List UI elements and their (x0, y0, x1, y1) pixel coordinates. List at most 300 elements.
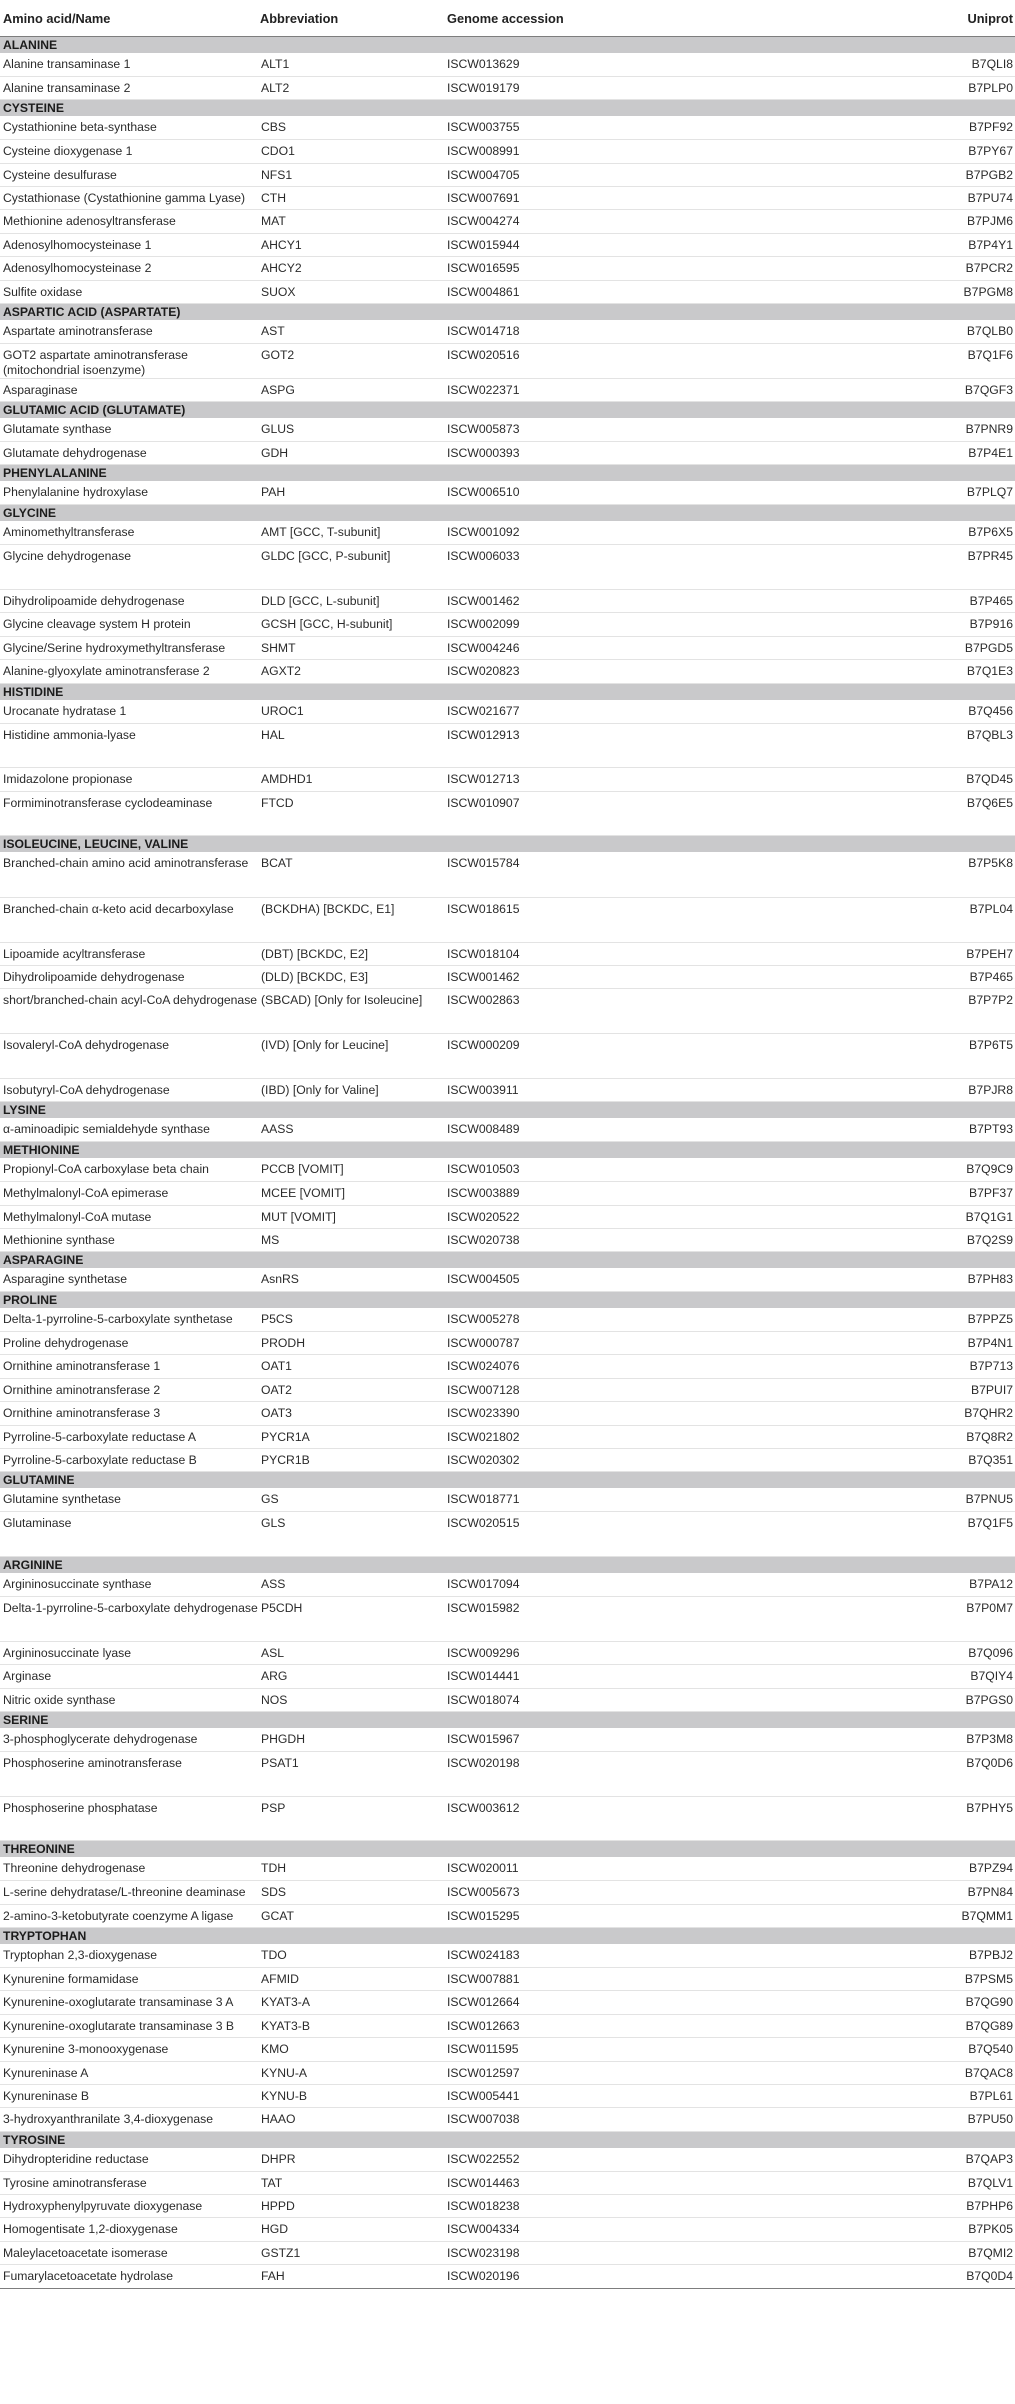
table-row (0, 2195, 1015, 2218)
group-header-row (0, 1102, 1015, 1119)
table-row (0, 1881, 1015, 1904)
cell-uniprot: B7PNU5 (620, 1488, 1015, 1511)
cell-uniprot: B7PEH7 (620, 942, 1015, 965)
group-header-row (0, 1292, 1015, 1309)
cell-abbreviation: OAT2 (258, 1378, 444, 1401)
group-title: SERINE (0, 1711, 1015, 1728)
table-row (0, 636, 1015, 659)
cell-genome-accession: ISCW005873 (444, 418, 620, 441)
group-title: ASPARTIC ACID (ASPARTATE) (0, 303, 1015, 320)
cell-name: α-aminoadipic semialdehyde synthase (0, 1118, 258, 1141)
cell-abbreviation: AASS (258, 1118, 444, 1141)
cell-uniprot: B7QIY4 (620, 1665, 1015, 1688)
cell-abbreviation: ASPG (258, 378, 444, 401)
cell-uniprot: B7PPZ5 (620, 1308, 1015, 1331)
cell-genome-accession: ISCW003911 (444, 1078, 620, 1101)
cell-genome-accession: ISCW006033 (444, 545, 620, 590)
cell-uniprot: B7Q1G1 (620, 1205, 1015, 1228)
cell-uniprot: B7Q351 (620, 1449, 1015, 1472)
cell-genome-accession: ISCW015295 (444, 1904, 620, 1927)
cell-name: Glutamate synthase (0, 418, 258, 441)
table-row (0, 660, 1015, 683)
cell-genome-accession: ISCW004861 (444, 280, 620, 303)
cell-abbreviation: AHCY1 (258, 233, 444, 256)
group-header-row (0, 1711, 1015, 1728)
cell-name: Alanine transaminase 1 (0, 53, 258, 76)
cell-uniprot: B7PH83 (620, 1268, 1015, 1291)
cell-abbreviation: PYCR1A (258, 1425, 444, 1448)
cell-name: Delta-1-pyrroline-5-carboxylate synthetase (0, 1308, 258, 1331)
cell-name: L-serine dehydratase/L-threonine deaminase (0, 1881, 258, 1904)
group-title: GLUTAMINE (0, 1472, 1015, 1489)
header-abbreviation: Abbreviation (258, 0, 444, 37)
group-header-row (0, 1252, 1015, 1269)
cell-genome-accession: ISCW020515 (444, 1512, 620, 1557)
group-title: TYROSINE (0, 2131, 1015, 2148)
group-title: GLYCINE (0, 505, 1015, 522)
cell-name: Kynureninase B (0, 2084, 258, 2107)
cell-name: Kynurenine formamidase (0, 1968, 258, 1991)
cell-genome-accession: ISCW015967 (444, 1728, 620, 1751)
cell-genome-accession: ISCW001462 (444, 965, 620, 988)
cell-uniprot: B7Q1F6 (620, 343, 1015, 378)
cell-abbreviation: GCSH [GCC, H-subunit] (258, 613, 444, 636)
table-body (0, 37, 1015, 2289)
table-row (0, 768, 1015, 791)
table-row (0, 1268, 1015, 1291)
group-title: THREONINE (0, 1841, 1015, 1858)
cell-genome-accession: ISCW005441 (444, 2084, 620, 2107)
table-row (0, 1665, 1015, 1688)
cell-name: Threonine dehydrogenase (0, 1857, 258, 1880)
cell-abbreviation: MUT [VOMIT] (258, 1205, 444, 1228)
table-row (0, 1597, 1015, 1642)
group-title: CYSTEINE (0, 100, 1015, 117)
table-row (0, 1378, 1015, 1401)
cell-abbreviation: GS (258, 1488, 444, 1511)
cell-name: Argininosuccinate synthase (0, 1573, 258, 1596)
cell-uniprot: B7Q0D6 (620, 1751, 1015, 1796)
table-row (0, 233, 1015, 256)
cell-uniprot: B7P465 (620, 590, 1015, 613)
group-title: LYSINE (0, 1102, 1015, 1119)
table-row (0, 1034, 1015, 1079)
cell-genome-accession: ISCW007128 (444, 1378, 620, 1401)
table-row (0, 1968, 1015, 1991)
cell-genome-accession: ISCW017094 (444, 1573, 620, 1596)
cell-name: Adenosylhomocysteinase 2 (0, 257, 258, 280)
cell-abbreviation: CTH (258, 186, 444, 209)
cell-name: Methionine synthase (0, 1228, 258, 1251)
cell-abbreviation: AMDHD1 (258, 768, 444, 791)
table-row (0, 1182, 1015, 1205)
cell-name: Pyrroline-5-carboxylate reductase A (0, 1425, 258, 1448)
cell-genome-accession: ISCW010503 (444, 1158, 620, 1181)
cell-genome-accession: ISCW007881 (444, 1968, 620, 1991)
cell-abbreviation: MS (258, 1228, 444, 1251)
cell-abbreviation: ALT1 (258, 53, 444, 76)
cell-abbreviation: CBS (258, 116, 444, 139)
group-header-row (0, 836, 1015, 853)
cell-uniprot: B7QMI2 (620, 2241, 1015, 2264)
cell-name: Kynureninase A (0, 2061, 258, 2084)
cell-genome-accession: ISCW014718 (444, 320, 620, 343)
cell-uniprot: B7Q096 (620, 1641, 1015, 1664)
cell-name: Cystathionase (Cystathionine gamma Lyase) (0, 186, 258, 209)
group-title: ISOLEUCINE, LEUCINE, VALINE (0, 836, 1015, 853)
cell-uniprot: B7PF37 (620, 1182, 1015, 1205)
cell-name: Ornithine aminotransferase 1 (0, 1355, 258, 1378)
cell-name: Phosphoserine phosphatase (0, 1796, 258, 1841)
group-header-row (0, 465, 1015, 482)
cell-name: Kynurenine-oxoglutarate transaminase 3 B (0, 2014, 258, 2037)
cell-genome-accession: ISCW003755 (444, 116, 620, 139)
cell-abbreviation: PHGDH (258, 1728, 444, 1751)
cell-genome-accession: ISCW015982 (444, 1597, 620, 1642)
cell-name: Arginase (0, 1665, 258, 1688)
cell-abbreviation: (DLD) [BCKDC, E3] (258, 965, 444, 988)
cell-name: Glycine dehydrogenase (0, 545, 258, 590)
cell-abbreviation: DLD [GCC, L-subunit] (258, 590, 444, 613)
table-row (0, 481, 1015, 504)
cell-abbreviation: PYCR1B (258, 1449, 444, 1472)
cell-abbreviation: HPPD (258, 2195, 444, 2218)
cell-uniprot: B7PL04 (620, 897, 1015, 942)
table-row (0, 1991, 1015, 2014)
cell-uniprot: B7PR45 (620, 545, 1015, 590)
cell-abbreviation: (BCKDHA) [BCKDC, E1] (258, 897, 444, 942)
table-row (0, 1308, 1015, 1331)
cell-genome-accession: ISCW014441 (444, 1665, 620, 1688)
cell-uniprot: B7QG89 (620, 2014, 1015, 2037)
table-row (0, 1488, 1015, 1511)
table-row (0, 140, 1015, 163)
table-row (0, 2148, 1015, 2171)
cell-name: Phosphoserine aminotransferase (0, 1751, 258, 1796)
table-row (0, 1857, 1015, 1880)
cell-name: GOT2 aspartate aminotransferase (mitochondrial isoenzyme) (0, 343, 258, 378)
cell-abbreviation: SHMT (258, 636, 444, 659)
table-row (0, 2265, 1015, 2288)
table-row (0, 1944, 1015, 1967)
table-row (0, 700, 1015, 723)
cell-genome-accession: ISCW008991 (444, 140, 620, 163)
cell-abbreviation: NOS (258, 1688, 444, 1711)
cell-genome-accession: ISCW020198 (444, 1751, 620, 1796)
table-row (0, 257, 1015, 280)
cell-abbreviation: ASS (258, 1573, 444, 1596)
cell-abbreviation: AMT [GCC, T-subunit] (258, 521, 444, 544)
group-header-row (0, 402, 1015, 419)
cell-genome-accession: ISCW015784 (444, 852, 620, 897)
cell-abbreviation: GLDC [GCC, P-subunit] (258, 545, 444, 590)
cell-abbreviation: GOT2 (258, 343, 444, 378)
cell-genome-accession: ISCW004705 (444, 163, 620, 186)
group-header-row (0, 1142, 1015, 1159)
table-row (0, 942, 1015, 965)
cell-name: Histidine ammonia-lyase (0, 723, 258, 768)
cell-uniprot: B7PLQ7 (620, 481, 1015, 504)
cell-name: Glycine cleavage system H protein (0, 613, 258, 636)
cell-abbreviation: TAT (258, 2171, 444, 2194)
cell-abbreviation: (IBD) [Only for Valine] (258, 1078, 444, 1101)
table-row (0, 965, 1015, 988)
table-row (0, 791, 1015, 836)
cell-abbreviation: OAT1 (258, 1355, 444, 1378)
cell-name: Proline dehydrogenase (0, 1332, 258, 1355)
cell-name: Tryptophan 2,3-dioxygenase (0, 1944, 258, 1967)
table-row (0, 2218, 1015, 2241)
table-row (0, 897, 1015, 942)
cell-genome-accession: ISCW000787 (444, 1332, 620, 1355)
table-row (0, 1573, 1015, 1596)
cell-name: Cysteine dioxygenase 1 (0, 140, 258, 163)
table-row (0, 343, 1015, 378)
cell-uniprot: B7QD45 (620, 768, 1015, 791)
cell-uniprot: B7PJM6 (620, 210, 1015, 233)
cell-abbreviation: NFS1 (258, 163, 444, 186)
cell-uniprot: B7P6T5 (620, 1034, 1015, 1079)
cell-abbreviation: AsnRS (258, 1268, 444, 1291)
cell-abbreviation: GLUS (258, 418, 444, 441)
cell-uniprot: B7P713 (620, 1355, 1015, 1378)
cell-genome-accession: ISCW012913 (444, 723, 620, 768)
table-row (0, 852, 1015, 897)
cell-genome-accession: ISCW002099 (444, 613, 620, 636)
table-row (0, 1449, 1015, 1472)
table-row (0, 1904, 1015, 1927)
cell-genome-accession: ISCW018074 (444, 1688, 620, 1711)
cell-abbreviation: FAH (258, 2265, 444, 2288)
cell-genome-accession: ISCW004505 (444, 1268, 620, 1291)
cell-name: Dihydropteridine reductase (0, 2148, 258, 2171)
table-row (0, 210, 1015, 233)
cell-genome-accession: ISCW006510 (444, 481, 620, 504)
cell-name: Aminomethyltransferase (0, 521, 258, 544)
cell-uniprot: B7PSM5 (620, 1968, 1015, 1991)
cell-abbreviation: (IVD) [Only for Leucine] (258, 1034, 444, 1079)
cell-genome-accession: ISCW020196 (444, 2265, 620, 2288)
table-row (0, 1425, 1015, 1448)
cell-uniprot: B7PA12 (620, 1573, 1015, 1596)
table-row (0, 1205, 1015, 1228)
cell-abbreviation: DHPR (258, 2148, 444, 2171)
cell-abbreviation: PAH (258, 481, 444, 504)
table-row (0, 1512, 1015, 1557)
group-header-row (0, 303, 1015, 320)
cell-uniprot: B7QAP3 (620, 2148, 1015, 2171)
table-row (0, 1355, 1015, 1378)
cell-uniprot: B7QHR2 (620, 1402, 1015, 1425)
cell-genome-accession: ISCW009296 (444, 1641, 620, 1664)
cell-genome-accession: ISCW020011 (444, 1857, 620, 1880)
table-row (0, 1228, 1015, 1251)
cell-uniprot: B7Q1F5 (620, 1512, 1015, 1557)
cell-genome-accession: ISCW012663 (444, 2014, 620, 2037)
cell-genome-accession: ISCW010907 (444, 791, 620, 836)
group-title: GLUTAMIC ACID (GLUTAMATE) (0, 402, 1015, 419)
cell-genome-accession: ISCW004334 (444, 2218, 620, 2241)
header-row (0, 0, 1015, 37)
table-row (0, 1728, 1015, 1751)
cell-uniprot: B7QLB0 (620, 320, 1015, 343)
cell-uniprot: B7P0M7 (620, 1597, 1015, 1642)
cell-uniprot: B7P4E1 (620, 442, 1015, 465)
cell-name: Glycine/Serine hydroxymethyltransferase (0, 636, 258, 659)
cell-name: Dihydrolipoamide dehydrogenase (0, 965, 258, 988)
cell-uniprot: B7PU50 (620, 2108, 1015, 2131)
cell-genome-accession: ISCW012597 (444, 2061, 620, 2084)
cell-abbreviation: KYAT3-A (258, 1991, 444, 2014)
cell-name: Glutamine synthetase (0, 1488, 258, 1511)
table-row (0, 1641, 1015, 1664)
cell-abbreviation: CDO1 (258, 140, 444, 163)
cell-name: Branched-chain amino acid aminotransferase (0, 852, 258, 897)
group-header-row (0, 505, 1015, 522)
cell-abbreviation: PSAT1 (258, 1751, 444, 1796)
group-title: ARGININE (0, 1557, 1015, 1574)
cell-uniprot: B7PHP6 (620, 2195, 1015, 2218)
group-header-row (0, 1928, 1015, 1945)
cell-genome-accession: ISCW016595 (444, 257, 620, 280)
cell-uniprot: B7P916 (620, 613, 1015, 636)
cell-uniprot: B7PL61 (620, 2084, 1015, 2107)
cell-name: Asparagine synthetase (0, 1268, 258, 1291)
header-uniprot: Uniprot (620, 0, 1015, 37)
cell-genome-accession: ISCW020738 (444, 1228, 620, 1251)
cell-name: Ornithine aminotransferase 2 (0, 1378, 258, 1401)
cell-uniprot: B7PNR9 (620, 418, 1015, 441)
cell-name: Phenylalanine hydroxylase (0, 481, 258, 504)
cell-uniprot: B7Q456 (620, 700, 1015, 723)
cell-name: Isobutyryl-CoA dehydrogenase (0, 1078, 258, 1101)
cell-uniprot: B7Q6E5 (620, 791, 1015, 836)
table-row (0, 320, 1015, 343)
cell-genome-accession: ISCW012713 (444, 768, 620, 791)
cell-genome-accession: ISCW008489 (444, 1118, 620, 1141)
cell-uniprot: B7Q8R2 (620, 1425, 1015, 1448)
cell-uniprot: B7Q2S9 (620, 1228, 1015, 1251)
table-row (0, 2108, 1015, 2131)
cell-genome-accession: ISCW005673 (444, 1881, 620, 1904)
cell-abbreviation: P5CDH (258, 1597, 444, 1642)
cell-genome-accession: ISCW023390 (444, 1402, 620, 1425)
cell-uniprot: B7QBL3 (620, 723, 1015, 768)
group-header-row (0, 100, 1015, 117)
cell-uniprot: B7P4N1 (620, 1332, 1015, 1355)
cell-genome-accession: ISCW004246 (444, 636, 620, 659)
cell-uniprot: B7Q0D4 (620, 2265, 1015, 2288)
cell-genome-accession: ISCW018615 (444, 897, 620, 942)
cell-genome-accession: ISCW001092 (444, 521, 620, 544)
cell-genome-accession: ISCW022552 (444, 2148, 620, 2171)
cell-name: Kynurenine-oxoglutarate transaminase 3 A (0, 1991, 258, 2014)
cell-uniprot: B7PK05 (620, 2218, 1015, 2241)
cell-uniprot: B7PHY5 (620, 1796, 1015, 1841)
cell-abbreviation: PSP (258, 1796, 444, 1841)
cell-name: Fumarylacetoacetate hydrolase (0, 2265, 258, 2288)
cell-genome-accession: ISCW024076 (444, 1355, 620, 1378)
cell-uniprot: B7PGB2 (620, 163, 1015, 186)
cell-abbreviation: UROC1 (258, 700, 444, 723)
cell-abbreviation: KYNU-B (258, 2084, 444, 2107)
cell-uniprot: B7Q9C9 (620, 1158, 1015, 1181)
cell-abbreviation: SUOX (258, 280, 444, 303)
cell-genome-accession: ISCW005278 (444, 1308, 620, 1331)
cell-genome-accession: ISCW001462 (444, 590, 620, 613)
cell-genome-accession: ISCW020516 (444, 343, 620, 378)
cell-name: Ornithine aminotransferase 3 (0, 1402, 258, 1425)
table-row (0, 2084, 1015, 2107)
cell-uniprot: B7QG90 (620, 1991, 1015, 2014)
table-header (0, 0, 1015, 37)
cell-abbreviation: ASL (258, 1641, 444, 1664)
table-row (0, 2241, 1015, 2264)
cell-genome-accession: ISCW013629 (444, 53, 620, 76)
cell-uniprot: B7QLV1 (620, 2171, 1015, 2194)
table-row (0, 545, 1015, 590)
cell-genome-accession: ISCW007038 (444, 2108, 620, 2131)
cell-abbreviation: GCAT (258, 1904, 444, 1927)
cell-genome-accession: ISCW018771 (444, 1488, 620, 1511)
cell-uniprot: B7PCR2 (620, 257, 1015, 280)
cell-name: short/branched-chain acyl-CoA dehydrogenase (0, 989, 258, 1034)
table-row (0, 53, 1015, 76)
cell-name: Argininosuccinate lyase (0, 1641, 258, 1664)
cell-genome-accession: ISCW015944 (444, 233, 620, 256)
table-row (0, 378, 1015, 401)
cell-abbreviation: PRODH (258, 1332, 444, 1355)
cell-name: Urocanate hydratase 1 (0, 700, 258, 723)
cell-genome-accession: ISCW018104 (444, 942, 620, 965)
cell-name: Glutamate dehydrogenase (0, 442, 258, 465)
header-name: Amino acid/Name (0, 0, 258, 37)
group-header-row (0, 1472, 1015, 1489)
table-row (0, 590, 1015, 613)
cell-name: Methylmalonyl-CoA mutase (0, 1205, 258, 1228)
cell-uniprot: B7PUI7 (620, 1378, 1015, 1401)
cell-abbreviation: GSTZ1 (258, 2241, 444, 2264)
cell-uniprot: B7PN84 (620, 1881, 1015, 1904)
cell-abbreviation: AFMID (258, 1968, 444, 1991)
table-row (0, 521, 1015, 544)
cell-abbreviation: GDH (258, 442, 444, 465)
cell-abbreviation: PCCB [VOMIT] (258, 1158, 444, 1181)
table-row (0, 1402, 1015, 1425)
cell-genome-accession: ISCW020522 (444, 1205, 620, 1228)
table-row (0, 1688, 1015, 1711)
cell-abbreviation: ARG (258, 1665, 444, 1688)
cell-name: Lipoamide acyltransferase (0, 942, 258, 965)
cell-name: Homogentisate 1,2-dioxygenase (0, 2218, 258, 2241)
cell-genome-accession: ISCW002863 (444, 989, 620, 1034)
group-header-row (0, 683, 1015, 700)
cell-name: Delta-1-pyrroline-5-carboxylate dehydrogenase (0, 1597, 258, 1642)
cell-name: Alanine-glyoxylate aminotransferase 2 (0, 660, 258, 683)
table-row (0, 280, 1015, 303)
cell-uniprot: B7P465 (620, 965, 1015, 988)
table-row (0, 1078, 1015, 1101)
cell-name: Pyrroline-5-carboxylate reductase B (0, 1449, 258, 1472)
cell-genome-accession: ISCW007691 (444, 186, 620, 209)
cell-name: Methionine adenosyltransferase (0, 210, 258, 233)
table-row (0, 186, 1015, 209)
group-title: ALANINE (0, 37, 1015, 54)
cell-uniprot: B7PBJ2 (620, 1944, 1015, 1967)
cell-abbreviation: OAT3 (258, 1402, 444, 1425)
cell-name: Isovaleryl-CoA dehydrogenase (0, 1034, 258, 1079)
cell-name: 3-hydroxyanthranilate 3,4-dioxygenase (0, 2108, 258, 2131)
